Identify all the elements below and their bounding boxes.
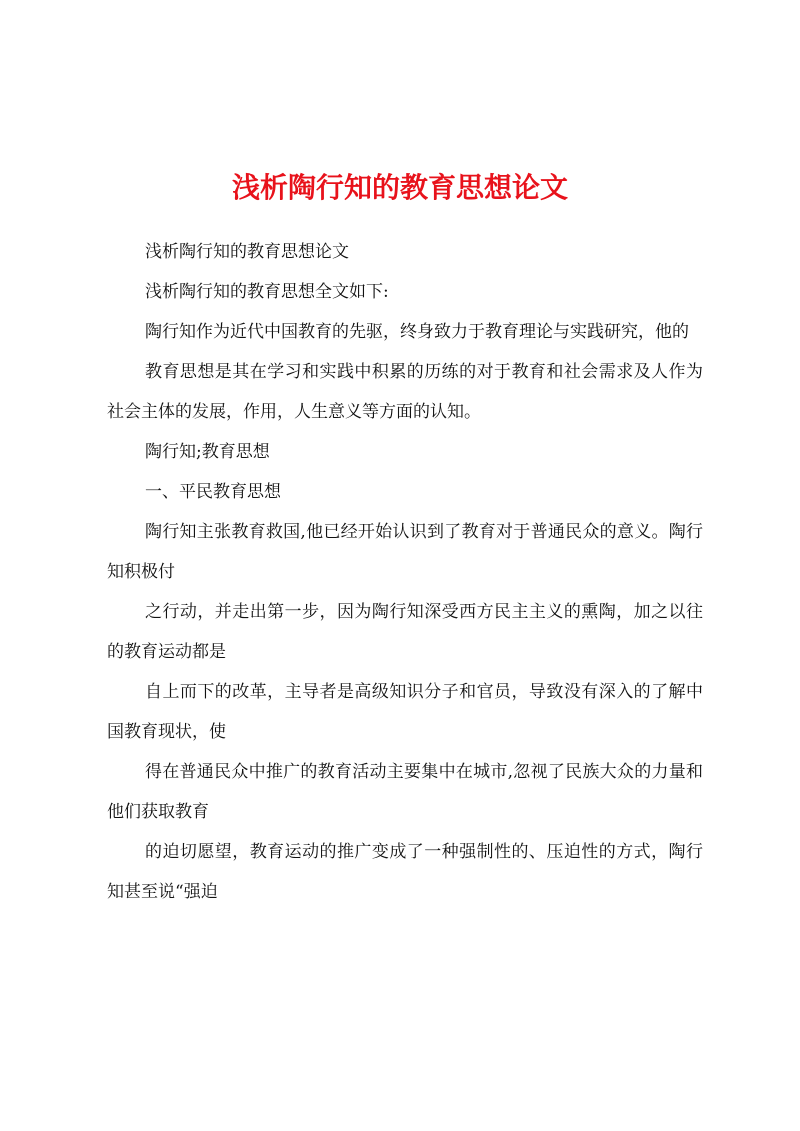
paragraph-8: 得在普通民众中推广的教育活动主要集中在城市,忽视了民族大众的力量和他们获取教育 bbox=[107, 762, 703, 822]
document-body bbox=[107, 232, 703, 912]
paragraph-6: 之行动，并走出第一步，因为陶行知深受西方民主主义的熏陶，加之以往的教育运动都是 bbox=[107, 602, 703, 662]
paragraph-4: 教育思想是其在学习和实践中积累的历练的对于教育和社会需求及人作为社会主体的发展，作用，人生意义等方面的认知。 bbox=[107, 362, 703, 422]
paragraph-keywords: 陶行知;教育思想 bbox=[145, 442, 270, 462]
paragraph-5: 陶行知主张教育救国,他已经开始认识到了教育对于普通民众的意义。陶行知积极付 bbox=[107, 522, 703, 582]
section-heading-1: 一、平民教育思想 bbox=[145, 482, 281, 502]
paragraph-3: 陶行知作为近代中国教育的先驱，终身致力于教育理论与实践研究，他的 bbox=[145, 322, 689, 342]
paragraph-2: 浅析陶行知的教育思想全文如下: bbox=[145, 282, 389, 302]
document-title: 浅析陶行知的教育思想论文 bbox=[231, 171, 568, 204]
paragraph-9: 的迫切愿望，教育运动的推广变成了一种强制性的、压迫性的方式，陶行知甚至说“强迫 bbox=[107, 842, 703, 902]
paragraph-1: 浅析陶行知的教育思想论文 bbox=[145, 242, 349, 262]
paragraph-7: 自上而下的改革，主导者是高级知识分子和官员，导致没有深入的了解中国教育现状，使 bbox=[107, 682, 703, 742]
